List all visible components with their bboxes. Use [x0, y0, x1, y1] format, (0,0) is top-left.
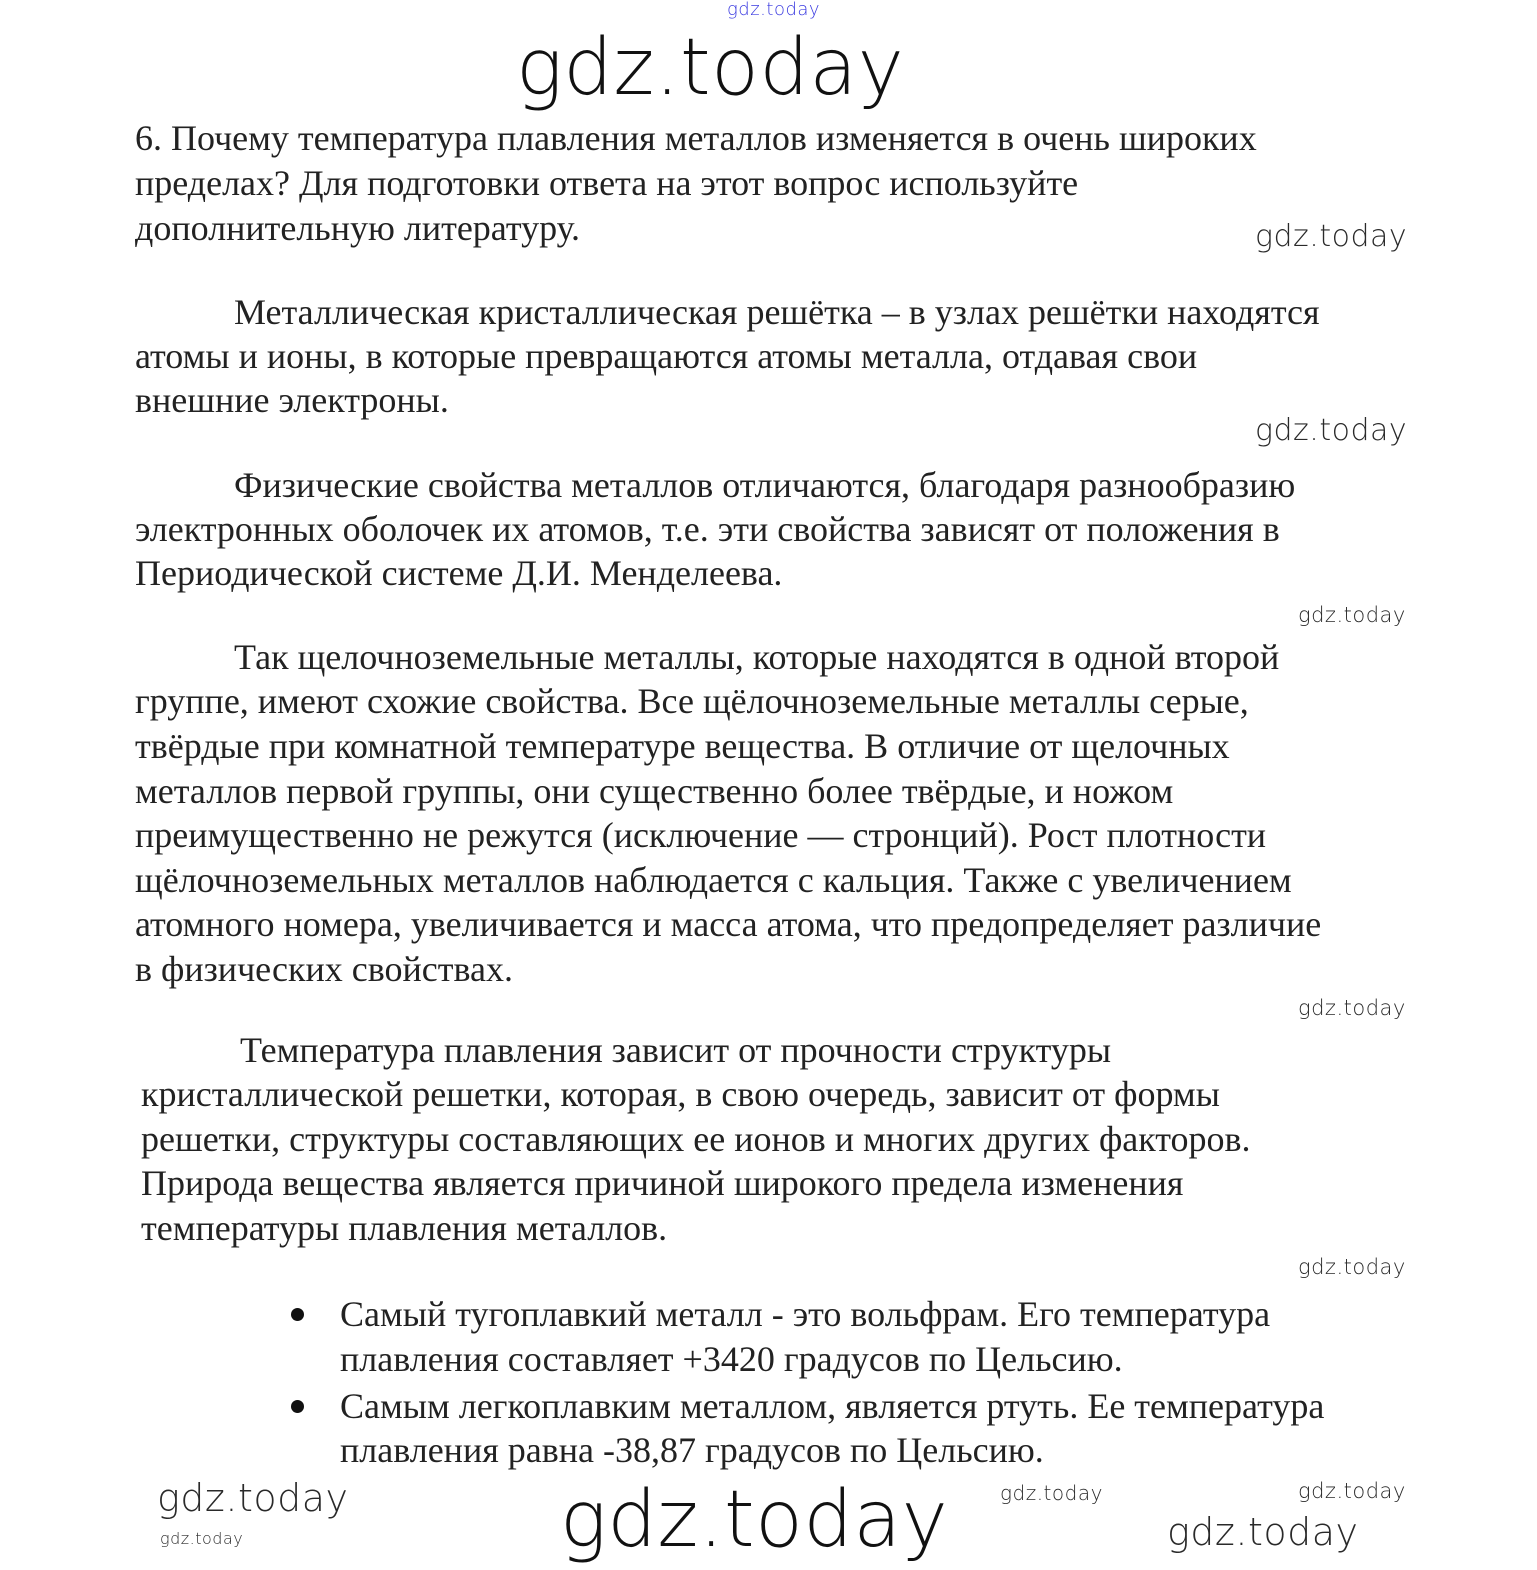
watermark: gdz.today — [160, 1529, 244, 1548]
watermark: gdz.today — [1298, 1255, 1406, 1279]
paragraph-line: твёрдые при комнатной температуре вещества. В отличие от щелочных — [135, 726, 1230, 766]
watermark-top: gdz.today — [727, 0, 821, 20]
watermark: gdz.today — [1255, 413, 1408, 448]
watermark: gdz.today — [157, 1476, 349, 1520]
question-line: пределах? Для подготовки ответа на этот вопрос используйте — [135, 163, 1079, 203]
watermark: gdz.today — [1298, 1479, 1406, 1503]
paragraph-line: группе, имеют схожие свойства. Все щёлочноземельные металлы серые, — [135, 681, 1249, 721]
paragraph-line: температуры плавления металлов. — [141, 1208, 668, 1248]
watermark: gdz.today — [1255, 219, 1408, 254]
paragraph-line: Температура плавления зависит от прочности структуры — [240, 1030, 1112, 1070]
paragraph-line: Так щелочноземельные металлы, которые находятся в одной второй — [234, 637, 1280, 677]
bullet-line: плавления составляет +3420 градусов по Цельсию. — [340, 1339, 1123, 1379]
paragraph-line: электронных оболочек их атомов, т.е. эти свойства зависят от положения в — [135, 509, 1280, 549]
question-line: 6. Почему температура плавления металлов изменяется в очень широких — [135, 118, 1257, 158]
bullet-icon — [291, 1308, 304, 1321]
paragraph-line: Физические свойства металлов отличаются, благодаря разнообразию — [234, 465, 1296, 505]
watermark-large: gdz.today — [516, 23, 905, 113]
paragraph-line: в физических свойствах. — [135, 949, 513, 989]
paragraph-line: атомы и ионы, в которые превращаются атомы металла, отдавая свои — [135, 336, 1198, 376]
paragraph-line: внешние электроны. — [135, 380, 449, 420]
watermark: gdz.today — [1167, 1510, 1359, 1554]
watermark: gdz.today — [1000, 1481, 1103, 1505]
bullet-icon — [291, 1400, 304, 1413]
question-line: дополнительную литературу. — [135, 208, 581, 248]
watermark: gdz.today — [1298, 603, 1406, 627]
bullet-line: Самым легкоплавким металлом, является ртуть. Ее температура — [340, 1386, 1325, 1426]
bullet-line: плавления равна -38,87 градусов по Цельсию. — [340, 1430, 1044, 1470]
paragraph-line: решетки, структуры составляющих ее ионов и многих других факторов. — [141, 1119, 1251, 1159]
watermark-large: gdz.today — [560, 1475, 949, 1565]
paragraph-line: металлов первой группы, они существенно более твёрдые, и ножом — [135, 771, 1174, 811]
paragraph-line: Периодической системе Д.И. Менделеева. — [135, 553, 783, 593]
watermark: gdz.today — [1298, 996, 1406, 1020]
bullet-line: Самый тугоплавкий металл - это вольфрам. Его температура — [340, 1294, 1271, 1334]
paragraph-line: атомного номера, увеличивается и масса атома, что предопределяет различие — [135, 904, 1322, 944]
paragraph-line: преимущественно не режутся (исключение — стронций). Рост плотности — [135, 815, 1267, 855]
paragraph-line: кристаллической решетки, которая, в свою очередь, зависит от формы — [141, 1074, 1220, 1114]
paragraph-line: щёлочноземельных металлов наблюдается с кальция. Также с увеличением — [135, 860, 1292, 900]
paragraph-line: Природа вещества является причиной широкого предела изменения — [141, 1163, 1184, 1203]
paragraph-line: Металлическая кристаллическая решётка – в узлах решётки находятся — [234, 292, 1320, 332]
